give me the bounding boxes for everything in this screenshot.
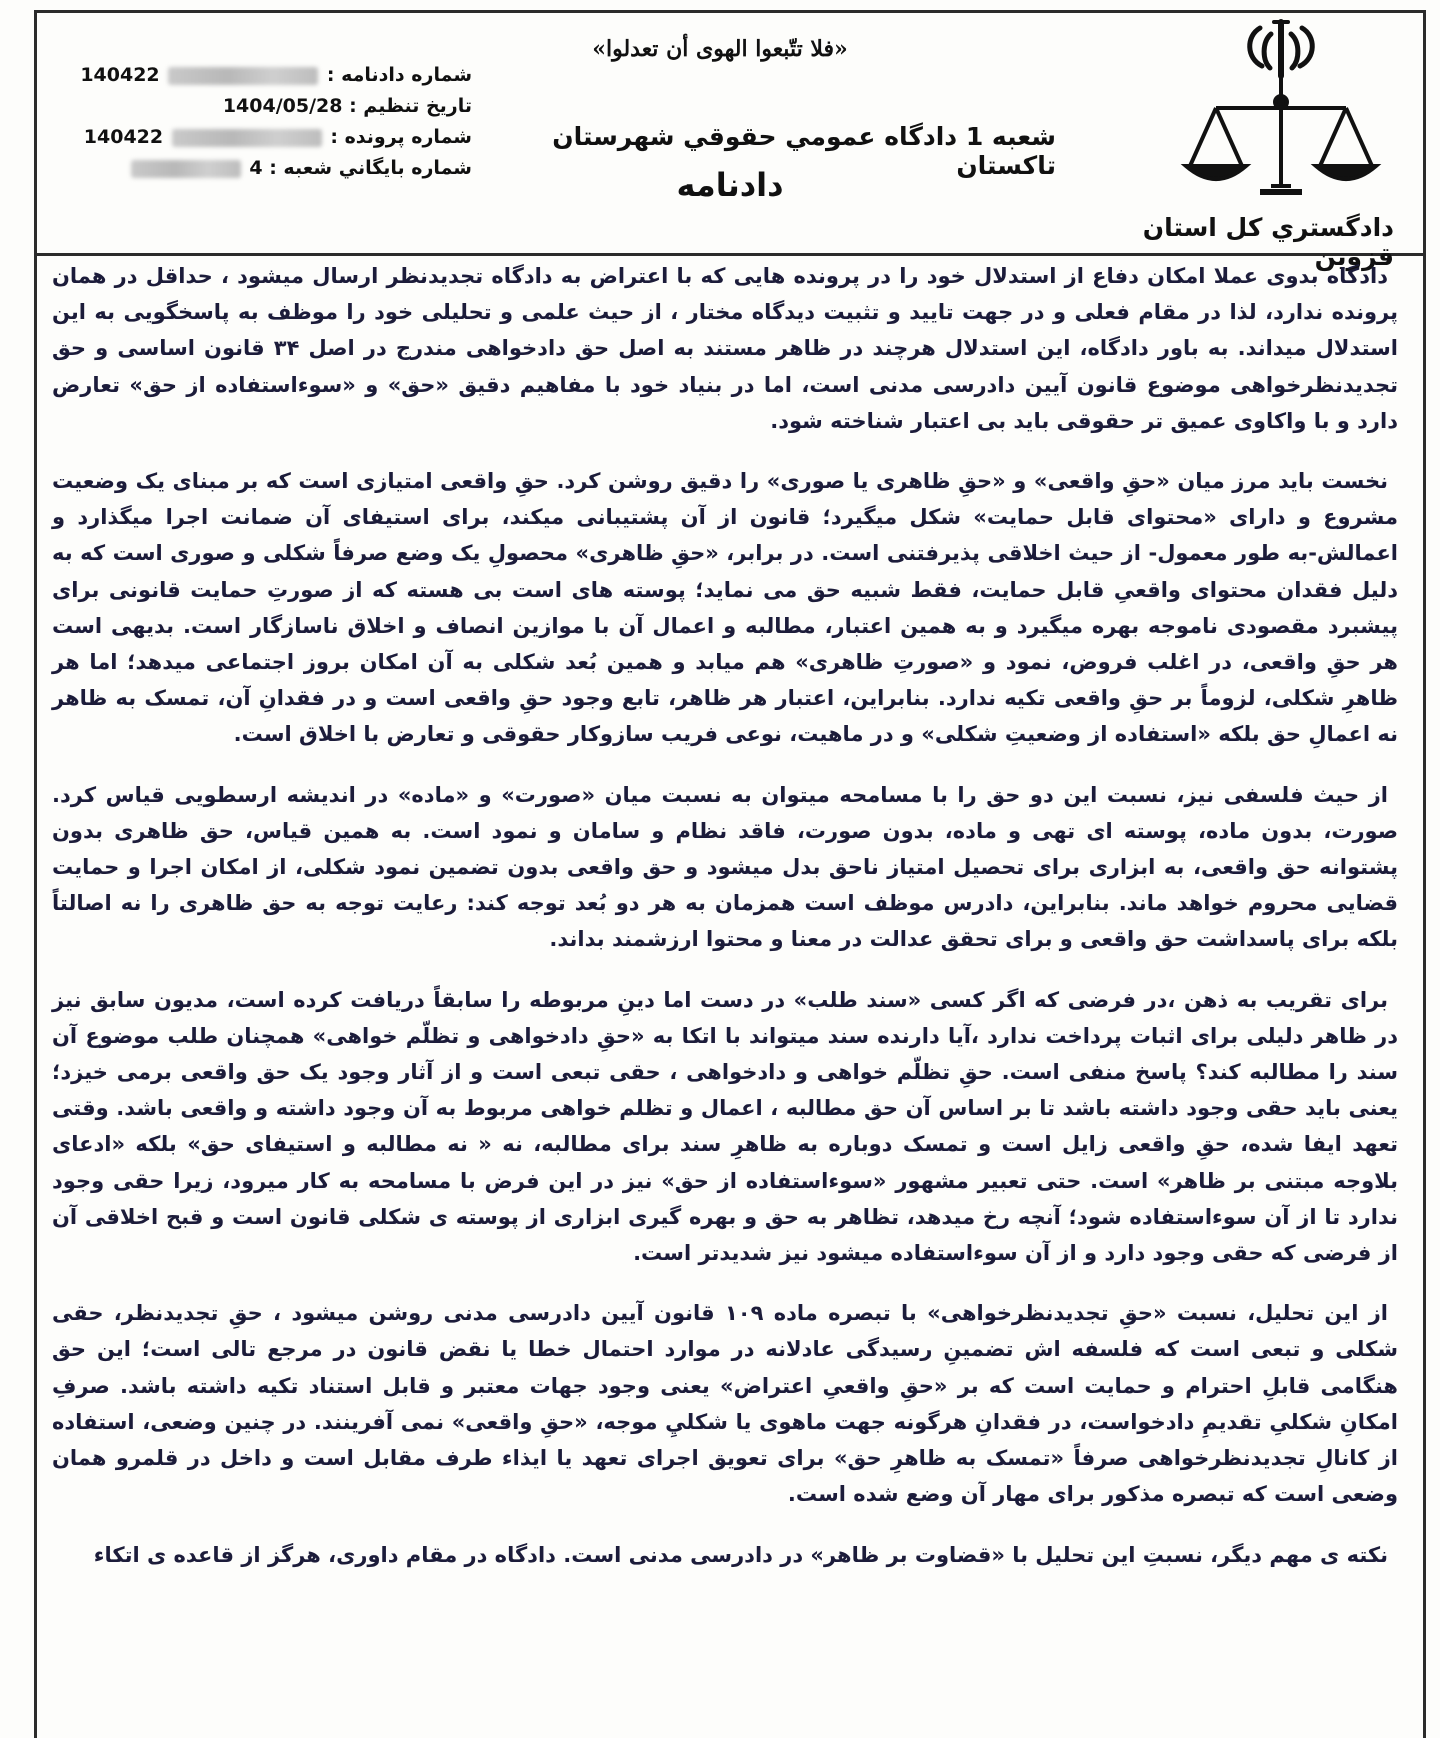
verdict-number-label: شماره دادنامه : xyxy=(326,64,472,86)
judiciary-emblem-icon xyxy=(1176,16,1386,206)
verdict-number-value: 140422 xyxy=(80,64,160,86)
paragraph: دادگاه بدوی عملا امکان دفاع از استدلال خود را در پرونده هایی که با اعتراض به دادگاه تجدیدنظر ارسال میشود ، حداقل در همان پرونده ندارد، لذا در مقام فعلی و در جهت تایید و تثبیت دیدگاه مختار ، از حیث علمی و تحلیلی خود را موظف به پاسخگویی به این استدلال میداند. به باور دادگاه، این استدلال هرچند در ظاهر مستند به اصل حق دادخواهی مندرج در اصل ۳۴ قانون اساسی و حق تجدیدنظرخواهی موضوع قانون آیین دادرسی مدنی است، اما در بنیاد خود با مفاهیم دقیق «حق» و «سوءاستفاده از حق» تعارض دارد و با واکاوی عمیق تر حقوقی باید بی اعتبار شناخته شود. xyxy=(52,264,1399,433)
paragraph: نخست باید مرز میان «حقِ واقعی» و «حقِ ظاهری یا صوری» را دقیق روشن کرد. حقِ واقعی امتیازی است که بر مبنای یک وضعیت مشروع و دارای «محتوای قابل حمایت» شکل میگیرد؛ قانون از آن پشتیبانی میکند، برای استیفای آن ضمانت اجرا میگذارد و اعمالش-به طور معمول- از حیث اخلاقی پذیرفتنی است. در برابر، «حقِ ظاهری» محصولِ یک وضع صرفاً شکلی و صوری است که به دلیل فقدان محتوای واقعیِ قابل حمایت، فقط شبیه حق می نماید؛ پوسته های است بی هسته که از صورتِ حمایت قانونی برای پیشبرد مقصودی ناموجه بهره میگیرد و به همین اعتبار، مطالبه و اعمال آن با موازین انصاف و اخلاق ناسازگار است. بدیهی است هر حقِ واقعی، در اغلب فروض، نمود و «صورتِ ظاهری» هم میابد و همین بُعد شکلی به آن امکان بروز اجتماعی میدهد؛ اما هر ظاهرِ شکلی، لزوماً بر حقِ واقعی تکیه ندارد. بنابراین، اعتبار هر ظاهر، تابع وجود حقِ واقعی است و در فقدانِ آن، تمسک به ظاهر نه اعمالِ حق بلکه «استفاده از وضعیتِ شکلی» و در ماهیت، نوعی فریب سازوکار حقوقی و تعارض با اخلاق است. xyxy=(52,469,1398,747)
date-label: تاريخ تنظيم : xyxy=(349,95,472,117)
motto: «فلا تتّبعوا الهوی أن تعدلوا» xyxy=(592,36,848,62)
verdict-body xyxy=(52,258,1398,1573)
redacted-mark xyxy=(131,160,241,178)
court-region-label: دادگستري كل استان قزوين xyxy=(1142,213,1394,271)
archive-row xyxy=(72,157,472,188)
paragraph: از حیث فلسفی نیز، نسبت این دو حق را با مسامحه میتوان به نسبت میان «صورت» و «ماده» در اندیشه ارسطویی قیاس کرد. صورت، بدون ماده، پوسته ای تهی و ماده، بدون صورت، فاقد نظام و سامان و نمود است. به همین قیاس، حق ظاهری بدون پشتوانه حق واقعی، به ابزاری برای تحصیل امتیاز ناحق بدل میشود و حق واقعی بدون تضمین نمود شکلی، از امکان اجرا و حمایت قضایی محروم خواهد ماند. بنابراین، دادرس موظف است همزمان به هر دو بُعد توجه کند: رعایت توجه به حق ظاهری را نه اصالتاً بلکه برای پاسداشت حق واقعی و برای تحقق عدالت در معنا و محتوا ارزشمند بداند. xyxy=(52,782,1398,952)
document-title: دادنامه xyxy=(676,166,784,204)
redacted-mark xyxy=(172,129,322,147)
verdict-meta xyxy=(72,64,472,188)
paragraph: برای تقریب به ذهن ،در فرضی که اگر کسی «سند طلب» در دست اما دینِ مربوطه را سابقاً دریافت کرده است، مدیون سابق نیز در ظاهر دلیلی برای اثبات پرداخت ندارد ،آیا دارنده سند میتواند با اتکا به «حقِ دادخواهی و تظلّم خواهی» همچنان طلب موضوع آن سند را مطالبه کند؟ پاسخ منفی است. حقِ تظلّم خواهی و دادخواهی ، حقی تبعی است و از آثار وجود یک حق واقعی برمی خیزد؛ یعنی باید حقی وجود داشته باشد تا بر اساس آن حق مطالبه ، اعمال و تظلم خواهی مربوط به آن وجود داشته و واقعی باشد. وقتی تعهد ایفا شده، حقِ واقعی زایل است و تمسک دوباره به ظاهرِ سند برای مطالبه، نه « نه مطالبه و استیفای حق» بلکه «ادعای بلاوجه مبتنی بر ظاهر» است. حتی تعبیر مشهور «سوءاستفاده از حق» نیز در این فرض با مسامحه به کار میرود، زیرا حقی وجود ندارد تا از آن سوءاستفاده شود؛ آنچه رخ میدهد، تظاهر به حق و بهره گیری ابزاری از پوسته ی شکلی قانون است و قبح اخلاقی آن از فرضی که حقی وجود دارد و از آن سوءاستفاده میشود نیز شدیدتر است. xyxy=(52,987,1398,1266)
paragraph: از این تحلیل، نسبت «حقِ تجدیدنظرخواهی» با تبصره ماده ۱۰۹ قانون آیین دادرسی مدنی روشن میشود ، حقِ تجدیدنظر، حقی شکلی و تبعی است که فلسفه اش تضمینِ رسیدگی عادلانه در موارد احتمال خطا یا نقض قانون در مرجع تالی است؛ این حق هنگامی قابلِ احترام و حمایت است که بر «حقِ واقعیِ اعتراض» یعنی وجود جهات معتبر و قابل استناد تکیه داشته باشد. صرفِ امکانِ شکلیِ تقدیمِ دادخواست، در فقدانِ هرگونه جهت ماهوی یا شکليِ موجه، «حقِ واقعی» نمی آفرینند. در چنین وضعی، استفاده از کانالِ تجدیدنظرخواهی صرفاً «تمسک به ظاهرِ حق» برای تعویق اجرای تعهد یا ایذاء طرف مقابل است و داخل در قلمرو همان وضعی است که تبصره مذکور برای مهار آن وضع شده است. xyxy=(52,1301,1398,1507)
date-row xyxy=(72,95,472,126)
case-number-value: 140422 xyxy=(83,126,164,148)
court-branch-title: شعبه 1 دادگاه عمومي حقوقي شهرستان تاكستان xyxy=(552,122,1056,180)
archive-label: شماره بايگاني شعبه : xyxy=(269,157,472,179)
verdict-number-row xyxy=(72,64,472,95)
date-value: 1404/05/28 xyxy=(222,95,343,117)
case-number-label: شماره پرونده : xyxy=(330,126,472,148)
redacted-mark xyxy=(168,67,318,85)
paragraph: نکته ی مهم دیگر، نسبتِ این تحلیل با «قضاوت بر ظاهر» در دادرسی مدنی است. دادگاه در مقام داوری، هرگز از قاعده ی اتکاء xyxy=(93,1542,1388,1567)
case-number-row xyxy=(72,126,472,157)
archive-value: 4 xyxy=(249,157,263,179)
